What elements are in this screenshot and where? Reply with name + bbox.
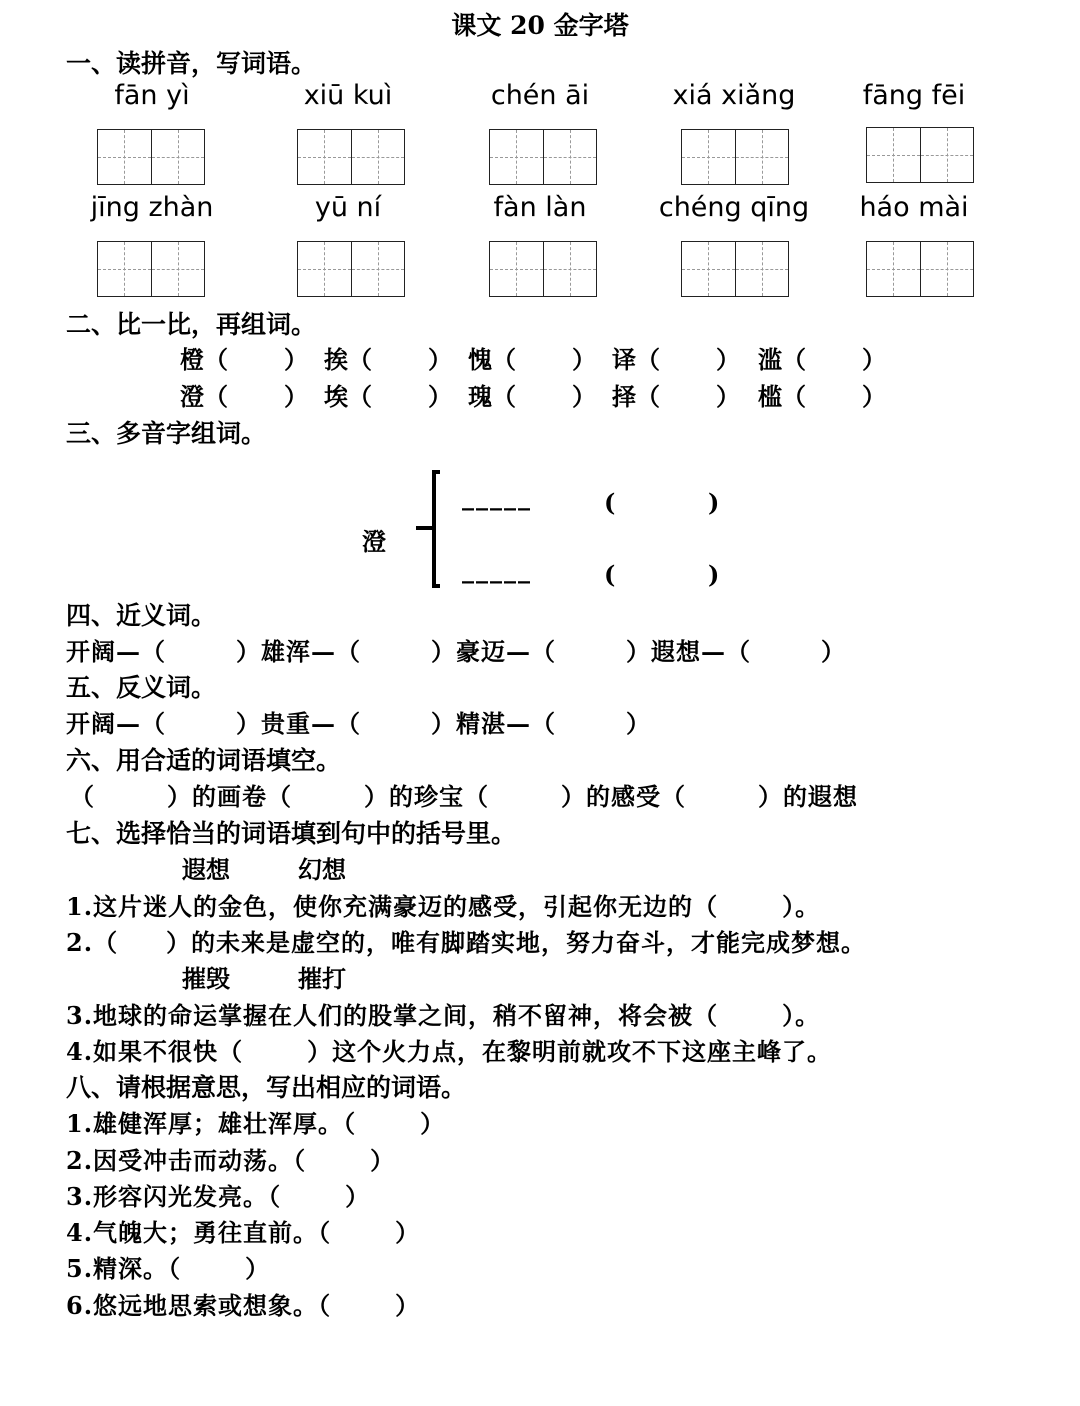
page-title: 课文 20 金字塔 bbox=[451, 11, 629, 40]
pinyin-blank[interactable]: _____ bbox=[462, 482, 532, 511]
section3-heading: 三、多音字组词。 bbox=[66, 419, 267, 448]
pinyin: xiū kuì bbox=[303, 80, 393, 111]
section1-heading: 一、读拼音，写词语。 bbox=[66, 49, 317, 78]
writing-grid[interactable] bbox=[489, 241, 597, 297]
pinyin-blank[interactable]: _____ bbox=[462, 555, 532, 584]
definition-item: 1.雄健浑厚；雄壮浑厚。（ ） bbox=[66, 1109, 446, 1138]
writing-grid[interactable] bbox=[681, 241, 789, 297]
section6-heading: 六、用合适的词语填空。 bbox=[66, 746, 342, 775]
compare-item: 瑰（ ） bbox=[468, 382, 596, 411]
compare-item: 澄（ ） bbox=[180, 382, 308, 411]
writing-grid[interactable] bbox=[866, 241, 974, 297]
paren-open: ( bbox=[604, 488, 618, 517]
writing-grid[interactable] bbox=[297, 129, 405, 185]
paren-close: ) bbox=[708, 560, 722, 589]
antonym-row: 开阔—（ ）贵重—（ ）精湛—（ ） bbox=[66, 709, 651, 738]
section4-heading: 四、近义词。 bbox=[66, 601, 217, 630]
synonym-row: 开阔—（ ）雄浑—（ ）豪迈—（ ）遐想—（ ） bbox=[66, 637, 846, 666]
writing-grid[interactable] bbox=[681, 129, 789, 185]
writing-grid[interactable] bbox=[866, 127, 974, 183]
compare-item: 挨（ ） bbox=[324, 345, 452, 374]
writing-grid[interactable] bbox=[297, 241, 405, 297]
question-1: 1.这片迷人的金色，使你充满豪迈的感受，引起你无边的（ ）。 bbox=[66, 892, 821, 921]
word-option: 摧打 bbox=[298, 964, 346, 993]
pinyin: chén āi bbox=[490, 80, 590, 111]
compare-item: 槛（ ） bbox=[758, 382, 886, 411]
pinyin: jīng zhàn bbox=[90, 192, 214, 223]
writing-grid[interactable] bbox=[489, 129, 597, 185]
word-option: 遐想 bbox=[182, 855, 230, 884]
writing-grid[interactable] bbox=[97, 241, 205, 297]
section8-heading: 八、请根据意思，写出相应的词语。 bbox=[66, 1073, 467, 1102]
definition-item: 2.因受冲击而动荡。（ ） bbox=[66, 1146, 396, 1175]
question-3: 3.地球的命运掌握在人们的股掌之间，稍不留神，将会被（ ）。 bbox=[66, 1001, 821, 1030]
section5-heading: 五、反义词。 bbox=[66, 673, 217, 702]
definition-item: 6.悠远地思索或想象。（ ） bbox=[66, 1291, 421, 1320]
compare-item: 愧（ ） bbox=[468, 345, 596, 374]
paren-close: ) bbox=[708, 488, 722, 517]
pinyin: chéng qīng bbox=[658, 192, 810, 223]
compare-item: 滥（ ） bbox=[758, 345, 886, 374]
polyphone-char: 澄 bbox=[362, 527, 386, 556]
definition-item: 3.形容闪光发亮。（ ） bbox=[66, 1182, 371, 1211]
brace-icon bbox=[410, 470, 450, 588]
compare-item: 橙（ ） bbox=[180, 345, 308, 374]
answer-blank[interactable] bbox=[620, 488, 704, 516]
pinyin: fāng fēi bbox=[862, 80, 966, 111]
answer-blank[interactable] bbox=[620, 560, 704, 588]
word-option: 摧毁 bbox=[182, 964, 230, 993]
paren-open: ( bbox=[604, 560, 618, 589]
pinyin: yū ní bbox=[314, 192, 382, 223]
section7-heading: 七、选择恰当的词语填到句中的括号里。 bbox=[66, 819, 517, 848]
pinyin: xiá xiǎng bbox=[672, 80, 796, 111]
fill-row: （ ）的画卷（ ）的珍宝（ ）的感受（ ）的遐想 bbox=[70, 782, 858, 811]
word-option: 幻想 bbox=[298, 855, 346, 884]
pinyin: háo mài bbox=[859, 192, 969, 223]
compare-item: 埃（ ） bbox=[324, 382, 452, 411]
pinyin: fān yì bbox=[114, 80, 190, 111]
question-2: 2.（ ）的未来是虚空的，唯有脚踏实地，努力奋斗，才能完成梦想。 bbox=[66, 928, 867, 957]
compare-item: 择（ ） bbox=[612, 382, 740, 411]
writing-grid[interactable] bbox=[97, 129, 205, 185]
pinyin: fàn làn bbox=[493, 192, 587, 223]
definition-item: 4.气魄大；勇往直前。（ ） bbox=[66, 1218, 421, 1247]
section2-heading: 二、比一比，再组词。 bbox=[66, 310, 317, 339]
question-4: 4.如果不很快（ ）这个火力点，在黎明前就攻不下这座主峰了。 bbox=[66, 1037, 833, 1066]
definition-item: 5.精深。（ ） bbox=[66, 1254, 271, 1283]
compare-item: 译（ ） bbox=[612, 345, 740, 374]
